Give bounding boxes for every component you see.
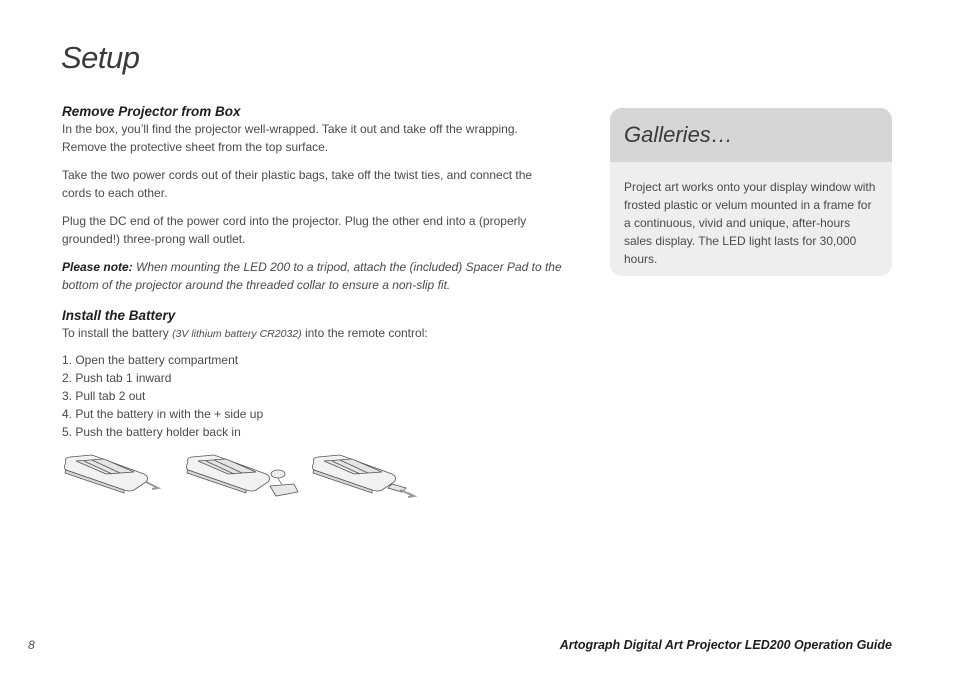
battery-step: 4. Put the battery in with the + side up (62, 407, 264, 421)
remove-paragraph-3: Plug the DC end of the power cord into the projector. Plug the other end into a (properly grounded!) three-prong wall outlet. (62, 214, 527, 246)
tripod-note (62, 258, 562, 294)
battery-step: 5. Push the battery holder back in (62, 425, 241, 439)
guide-title: Artograph Digital Art Projector LED200 Operation Guide (559, 638, 892, 652)
remote-illustration-2 (187, 455, 299, 496)
remove-paragraph-1: In the box, you’ll find the projector well-wrapped. Take it out and take off the wrapping. Remove the protective sheet from the top surface. (62, 122, 518, 154)
battery-type: (3V lithium battery CR2032) (172, 328, 302, 340)
note-lead: Please note: (62, 260, 133, 274)
battery-intro (62, 324, 562, 343)
remote-battery-illustration (62, 452, 422, 504)
battery-step: 2. Push tab 1 inward (62, 371, 172, 385)
remove-section-heading: Remove Projector from Box (62, 104, 241, 119)
tab-arrow-2 (400, 490, 414, 497)
main-column (62, 103, 562, 441)
galleries-sidebar (610, 108, 892, 276)
note-body: When mounting the LED 200 to a tripod, attach the (included) Spacer Pad to the bottom of the projector around the threaded collar to ensure a non-slip fit. (62, 260, 562, 292)
galleries-title: Galleries… (624, 122, 733, 147)
galleries-header (610, 108, 892, 162)
tab-arrow-1 (146, 482, 158, 489)
battery-intro-before: To install the battery (62, 326, 173, 340)
battery-intro-after: into the remote control: (301, 326, 428, 340)
remove-paragraph-2: Take the two power cords out of their plastic bags, take off the twist ties, and connect the cords to each other. (62, 168, 533, 200)
battery-step: 1. Open the battery compartment (62, 353, 239, 367)
galleries-text: Project art works onto your display window with frosted plastic or velum mounted in a frame for a continuous, vivid and unique, after-hours sales display. The LED light lasts for 30,000 hours. (624, 180, 876, 266)
page-number: 8 (28, 638, 35, 652)
remote-illustration-1 (65, 455, 148, 493)
battery-section-heading: Install the Battery (62, 308, 176, 323)
battery-step: 3. Pull tab 2 out (62, 389, 146, 403)
battery-steps-list (62, 351, 562, 441)
remote-illustration-3 (313, 455, 407, 493)
page-title: Setup (61, 40, 140, 75)
